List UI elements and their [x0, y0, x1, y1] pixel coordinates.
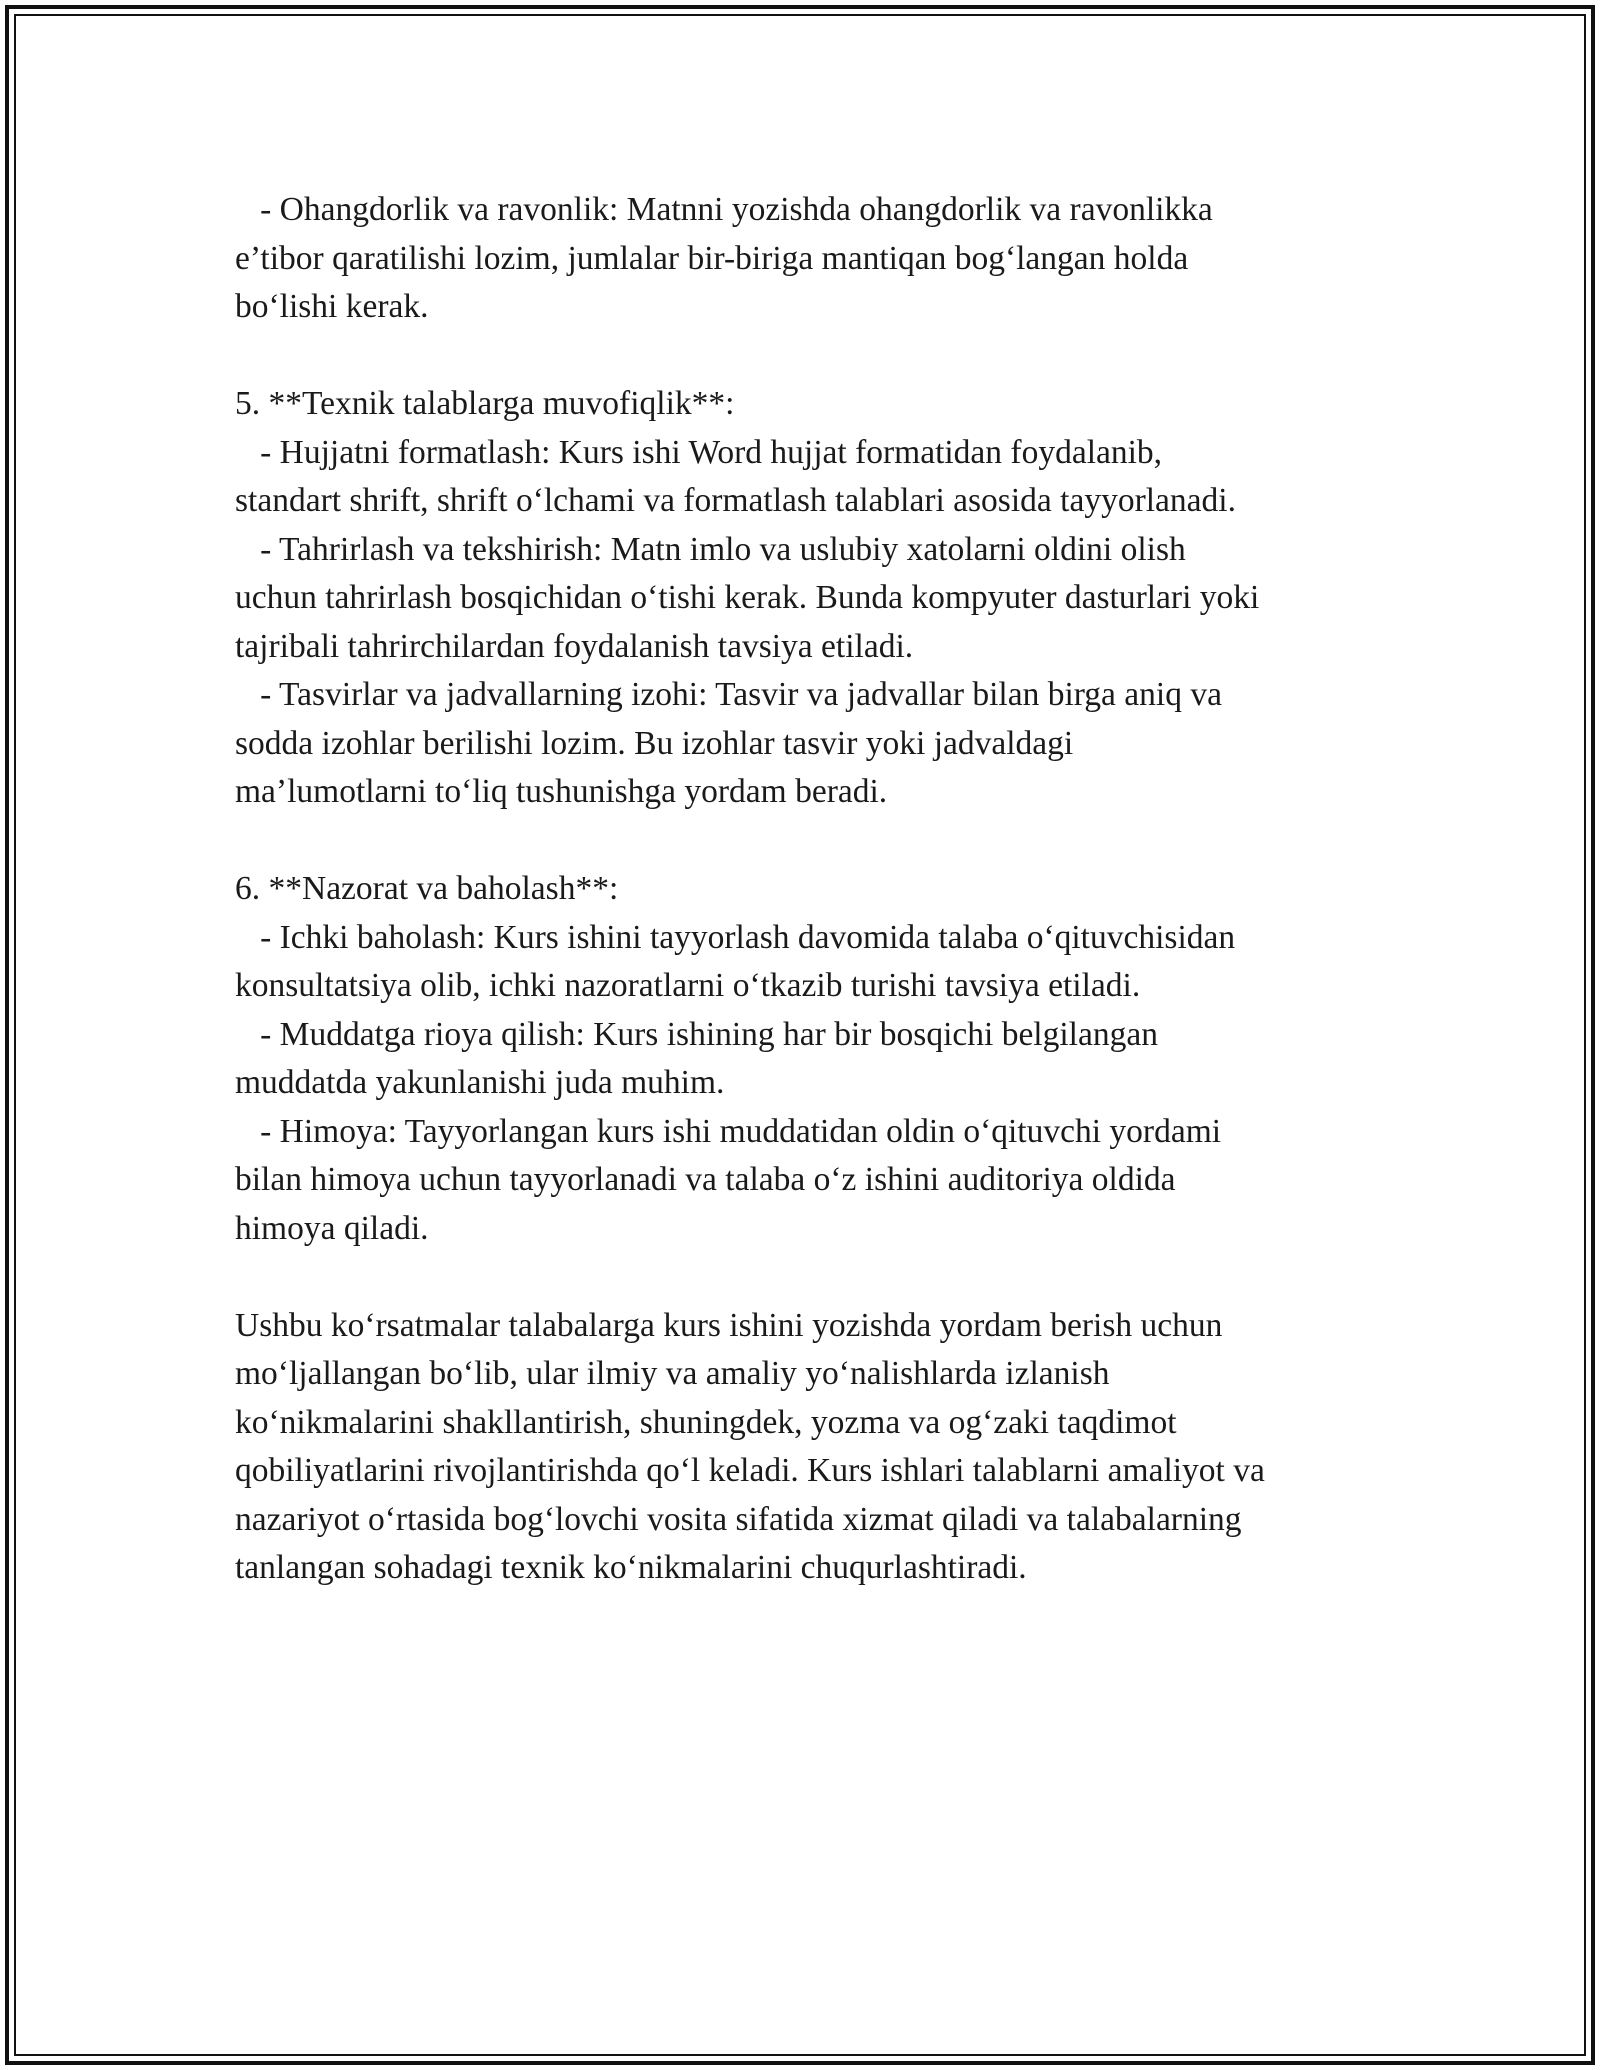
- text-line: uchun tahrirlash bosqichidan o‘tishi kerak. Bunda kompyuter dasturlari yoki: [235, 579, 1260, 616]
- paragraph-gap: [235, 332, 1385, 381]
- paragraph-gap: [235, 817, 1385, 866]
- paragraph-conclusion: [235, 1302, 1385, 1593]
- text-line: sodda izohlar berilishi lozim. Bu izohlar tasvir yoki jadvaldagi: [235, 724, 1074, 762]
- text-line: bilan himoya uchun tayyorlanadi va talaba o‘z ishini auditoriya oldida: [235, 1161, 1176, 1198]
- text-line: tajribali tahrirchilardan foydalanish tavsiya etiladi.: [235, 627, 914, 665]
- text-line: e’tibor qaratilishi lozim, jumlalar bir-biriga mantiqan bog‘langan holda: [235, 239, 1189, 277]
- section-heading: 6. **Nazorat va baholash**:: [235, 870, 619, 907]
- text-line: - Muddatga rioya qilish: Kurs ishining har bir bosqichi belgilangan: [235, 1015, 1158, 1053]
- text-line: - Himoya: Tayyorlangan kurs ishi muddatidan oldin o‘qituvchi yordami: [235, 1112, 1222, 1150]
- text-line: mo‘ljallangan bo‘lib, ular ilmiy va amaliy yo‘nalishlarda izlanish: [235, 1355, 1110, 1392]
- section-5-texnik-talablar: [235, 380, 1385, 817]
- text-line: muddatda yakunlanishi juda muhim.: [235, 1064, 725, 1101]
- text-line: tanlangan sohadagi texnik ko‘nikmalarini chuqurlashtiradi.: [235, 1549, 1027, 1586]
- section-heading: 5. **Texnik talablarga muvofiqlik**:: [235, 385, 735, 422]
- text-line: ko‘nikmalarini shakllantirish, shuningdek, yozma va og‘zaki taqdimot: [235, 1403, 1177, 1441]
- paragraph-gap: [235, 1253, 1385, 1302]
- section-6-nazorat: [235, 865, 1385, 1253]
- text-line: nazariyot o‘rtasida bog‘lovchi vosita sifatida xizmat qiladi va talabalarning: [235, 1500, 1242, 1538]
- text-line: himoya qiladi.: [235, 1209, 429, 1247]
- document-body: [235, 186, 1385, 1593]
- text-line: bo‘lishi kerak.: [235, 288, 429, 325]
- text-line: ma’lumotlarni to‘liq tushunishga yordam beradi.: [235, 773, 888, 810]
- paragraph-ohangdorlik: [235, 186, 1385, 332]
- text-line: - Tasvirlar va jadvallarning izohi: Tasvir va jadvallar bilan birga aniq va: [235, 676, 1222, 713]
- text-line: - Hujjatni formatlash: Kurs ishi Word hujjat formatidan foydalanib,: [235, 433, 1163, 471]
- text-line: konsultatsiya olib, ichki nazoratlarni o‘tkazib turishi tavsiya etiladi.: [235, 967, 1141, 1004]
- text-line: Ushbu ko‘rsatmalar talabalarga kurs ishini yozishda yordam berish uchun: [235, 1306, 1223, 1344]
- text-line: qobiliyatlarini rivojlantirishda qo‘l keladi. Kurs ishlari talablarni amaliyot va: [235, 1452, 1265, 1489]
- text-line: - Ichki baholash: Kurs ishini tayyorlash davomida talaba o‘qituvchisidan: [235, 918, 1236, 956]
- text-line: - Tahrirlash va tekshirish: Matn imlo va uslubiy xatolarni oldini olish: [235, 530, 1186, 568]
- text-line: - Ohangdorlik va ravonlik: Matnni yozishda ohangdorlik va ravonlikka: [235, 191, 1213, 228]
- text-line: standart shrift, shrift o‘lchami va formatlash talablari asosida tayyorlanadi.: [235, 482, 1236, 519]
